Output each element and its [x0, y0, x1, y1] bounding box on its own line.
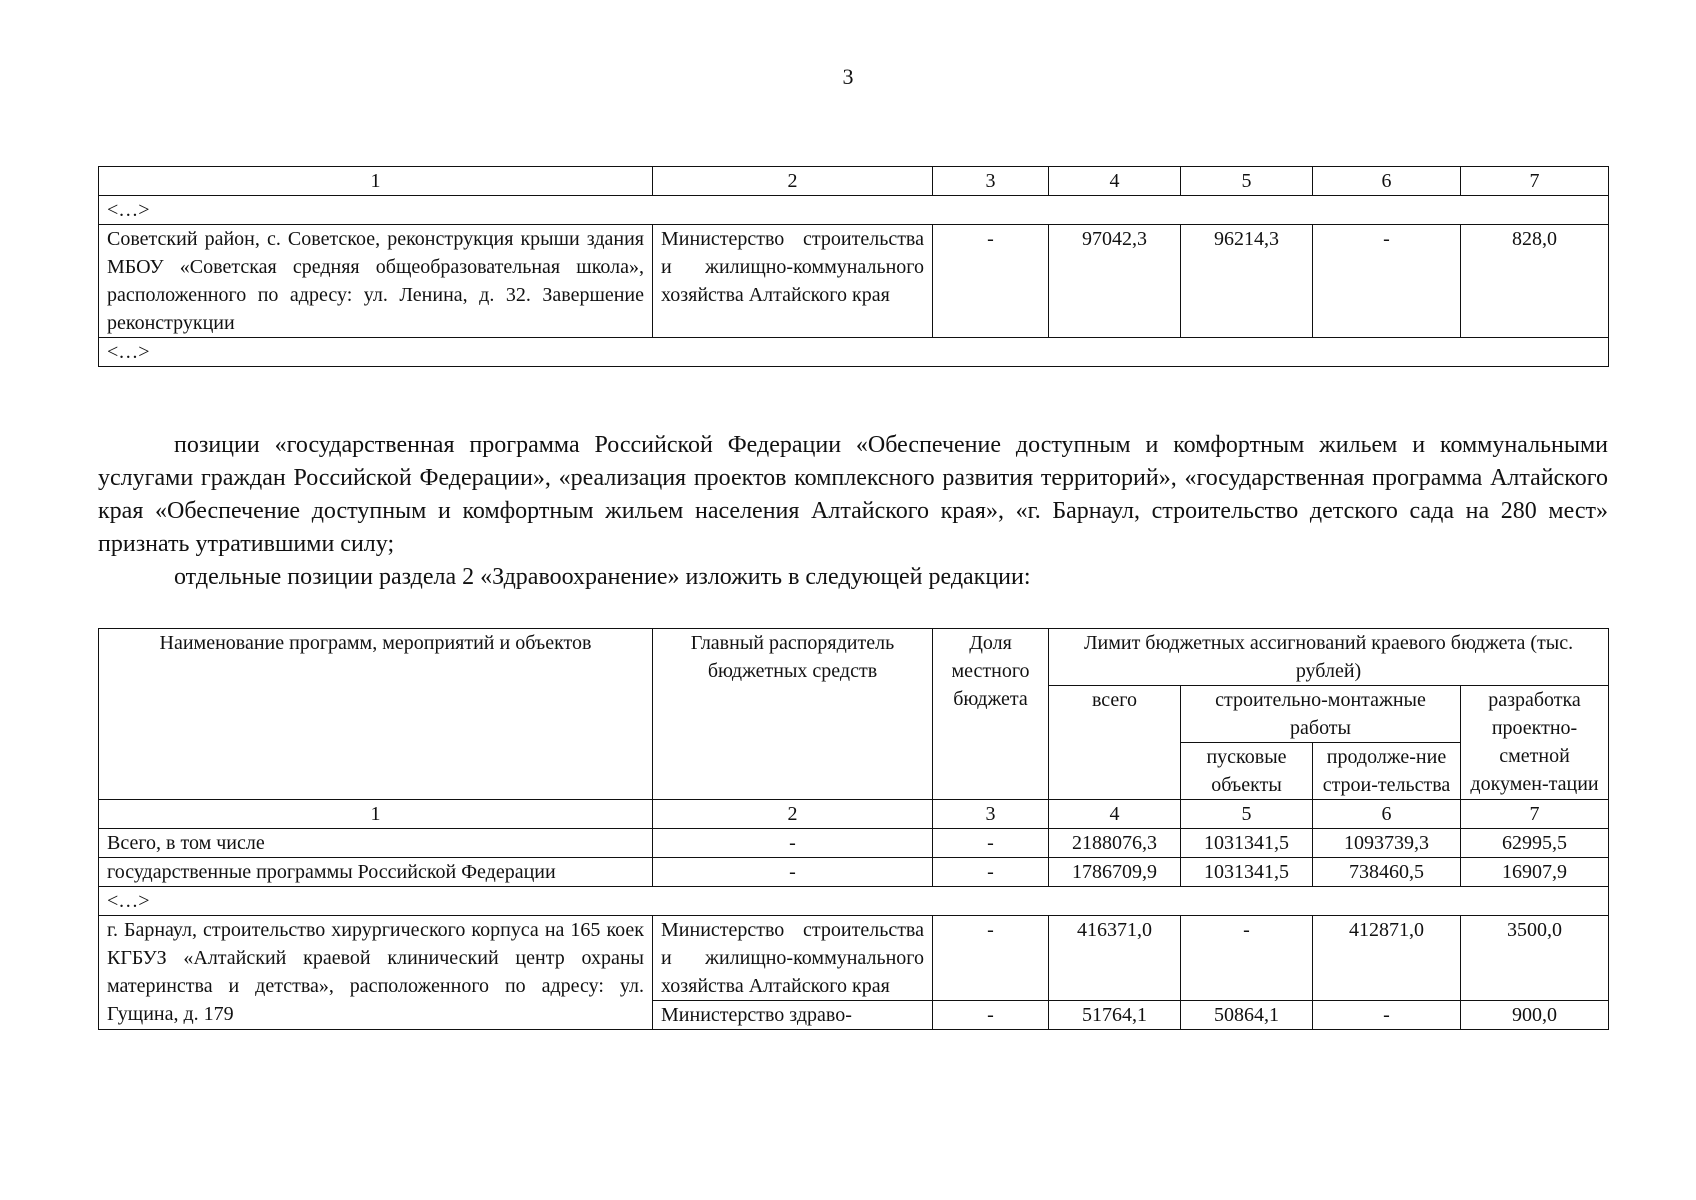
header-continuation: продолже-ние строи-тельства [1313, 743, 1461, 800]
header-launch: пусковые объекты [1181, 743, 1313, 800]
design-value: 828,0 [1461, 225, 1609, 338]
local-share-value: - [933, 858, 1049, 887]
col-number: 3 [933, 800, 1049, 829]
ministry-name: - [653, 829, 933, 858]
header-construction: строительно-монтажные работы [1181, 686, 1461, 743]
col-number: 7 [1461, 800, 1609, 829]
ellipsis-row [99, 196, 1609, 225]
header-limit: Лимит бюджетных ассигнований краевого бюджета (тыс. рублей) [1049, 629, 1609, 686]
header-name: Наименование программ, мероприятий и объектов [99, 629, 653, 800]
total-value: 1786709,9 [1049, 858, 1181, 887]
col-number: 3 [933, 167, 1049, 196]
page-number: 3 [842, 64, 854, 89]
header-total: всего [1049, 686, 1181, 800]
header-row [99, 629, 1609, 686]
row-name: Всего, в том числе [99, 829, 653, 858]
table-row [99, 225, 1609, 338]
col-number: 6 [1313, 167, 1461, 196]
design-value: 62995,5 [1461, 829, 1609, 858]
ministry-name: Министерство строительства и жилищно-коммунального хозяйства Алтайского края [653, 225, 933, 338]
column-numbers-row [99, 800, 1609, 829]
ministry-name: Министерство здраво- [653, 1001, 933, 1030]
launch-value: 96214,3 [1181, 225, 1313, 338]
col-number: 6 [1313, 800, 1461, 829]
table-construction-continuation [98, 166, 1609, 367]
column-numbers-row [99, 167, 1609, 196]
local-share-value: - [933, 1001, 1049, 1030]
design-value: 3500,0 [1461, 916, 1609, 1001]
launch-value: 1031341,5 [1181, 858, 1313, 887]
launch-value: 1031341,5 [1181, 829, 1313, 858]
table-row [99, 916, 1609, 1001]
local-share-value: - [933, 225, 1049, 338]
header-local-share: Доля местного бюджета [933, 629, 1049, 800]
ellipsis-marker: <…> [99, 338, 1609, 367]
col-number: 2 [653, 800, 933, 829]
total-value: 51764,1 [1049, 1001, 1181, 1030]
paragraph: отдельные позиции раздела 2 «Здравоохранение» изложить в следующей редакции: [174, 564, 1031, 590]
col-number: 1 [99, 167, 653, 196]
col-number: 5 [1181, 800, 1313, 829]
continuation-value: 1093739,3 [1313, 829, 1461, 858]
row-name: государственные программы Российской Федерации [99, 858, 653, 887]
table-row [99, 829, 1609, 858]
continuation-value: 412871,0 [1313, 916, 1461, 1001]
object-name: Советский район, с. Советское, реконструкция крыши здания МБОУ «Советская средняя общеобразовательная школа», расположенного по адресу: ул. Ленина, д. 32. Завершение реконструкции [99, 225, 653, 338]
launch-value: 50864,1 [1181, 1001, 1313, 1030]
table-row [99, 858, 1609, 887]
header-design: разработка проектно-сметной докумен-тации [1461, 686, 1609, 800]
continuation-value: - [1313, 225, 1461, 338]
local-share-value: - [933, 916, 1049, 1001]
header-ministry: Главный распорядитель бюджетных средств [653, 629, 933, 800]
total-value: 97042,3 [1049, 225, 1181, 338]
body-text [98, 429, 1608, 594]
ministry-name: Министерство строительства и жилищно-коммунального хозяйства Алтайского края [653, 916, 933, 1001]
ellipsis-row [99, 338, 1609, 367]
col-number: 4 [1049, 800, 1181, 829]
ellipsis-row [99, 887, 1609, 916]
table-healthcare [98, 628, 1609, 1030]
col-number: 7 [1461, 167, 1609, 196]
ellipsis-marker: <…> [99, 887, 1609, 916]
design-value: 900,0 [1461, 1001, 1609, 1030]
col-number: 5 [1181, 167, 1313, 196]
design-value: 16907,9 [1461, 858, 1609, 887]
continuation-value: 738460,5 [1313, 858, 1461, 887]
continuation-value: - [1313, 1001, 1461, 1030]
ellipsis-marker: <…> [99, 196, 1609, 225]
launch-value: - [1181, 916, 1313, 1001]
local-share-value: - [933, 829, 1049, 858]
object-name: г. Барнаул, строительство хирургического корпуса на 165 коек КГБУЗ «Алтайский краевой клинический центр охраны материнства и детства», расположенного по адресу: ул. Гущина, д. 179 [99, 916, 653, 1030]
col-number: 4 [1049, 167, 1181, 196]
col-number: 1 [99, 800, 653, 829]
col-number: 2 [653, 167, 933, 196]
paragraph: позиции «государственная программа Российской Федерации «Обеспечение доступным и комфортным жильем и коммунальными услугами граждан Российской Федерации», «реализация проектов комплексного развития территорий», «государственная программа Алтайского края «Обеспечение доступным и комфортным жильем населения Алтайского края», «г. Барнаул, строительство детского сада на 280 мест» признать утратившими силу; [98, 432, 1608, 557]
total-value: 416371,0 [1049, 916, 1181, 1001]
total-value: 2188076,3 [1049, 829, 1181, 858]
ministry-name: - [653, 858, 933, 887]
